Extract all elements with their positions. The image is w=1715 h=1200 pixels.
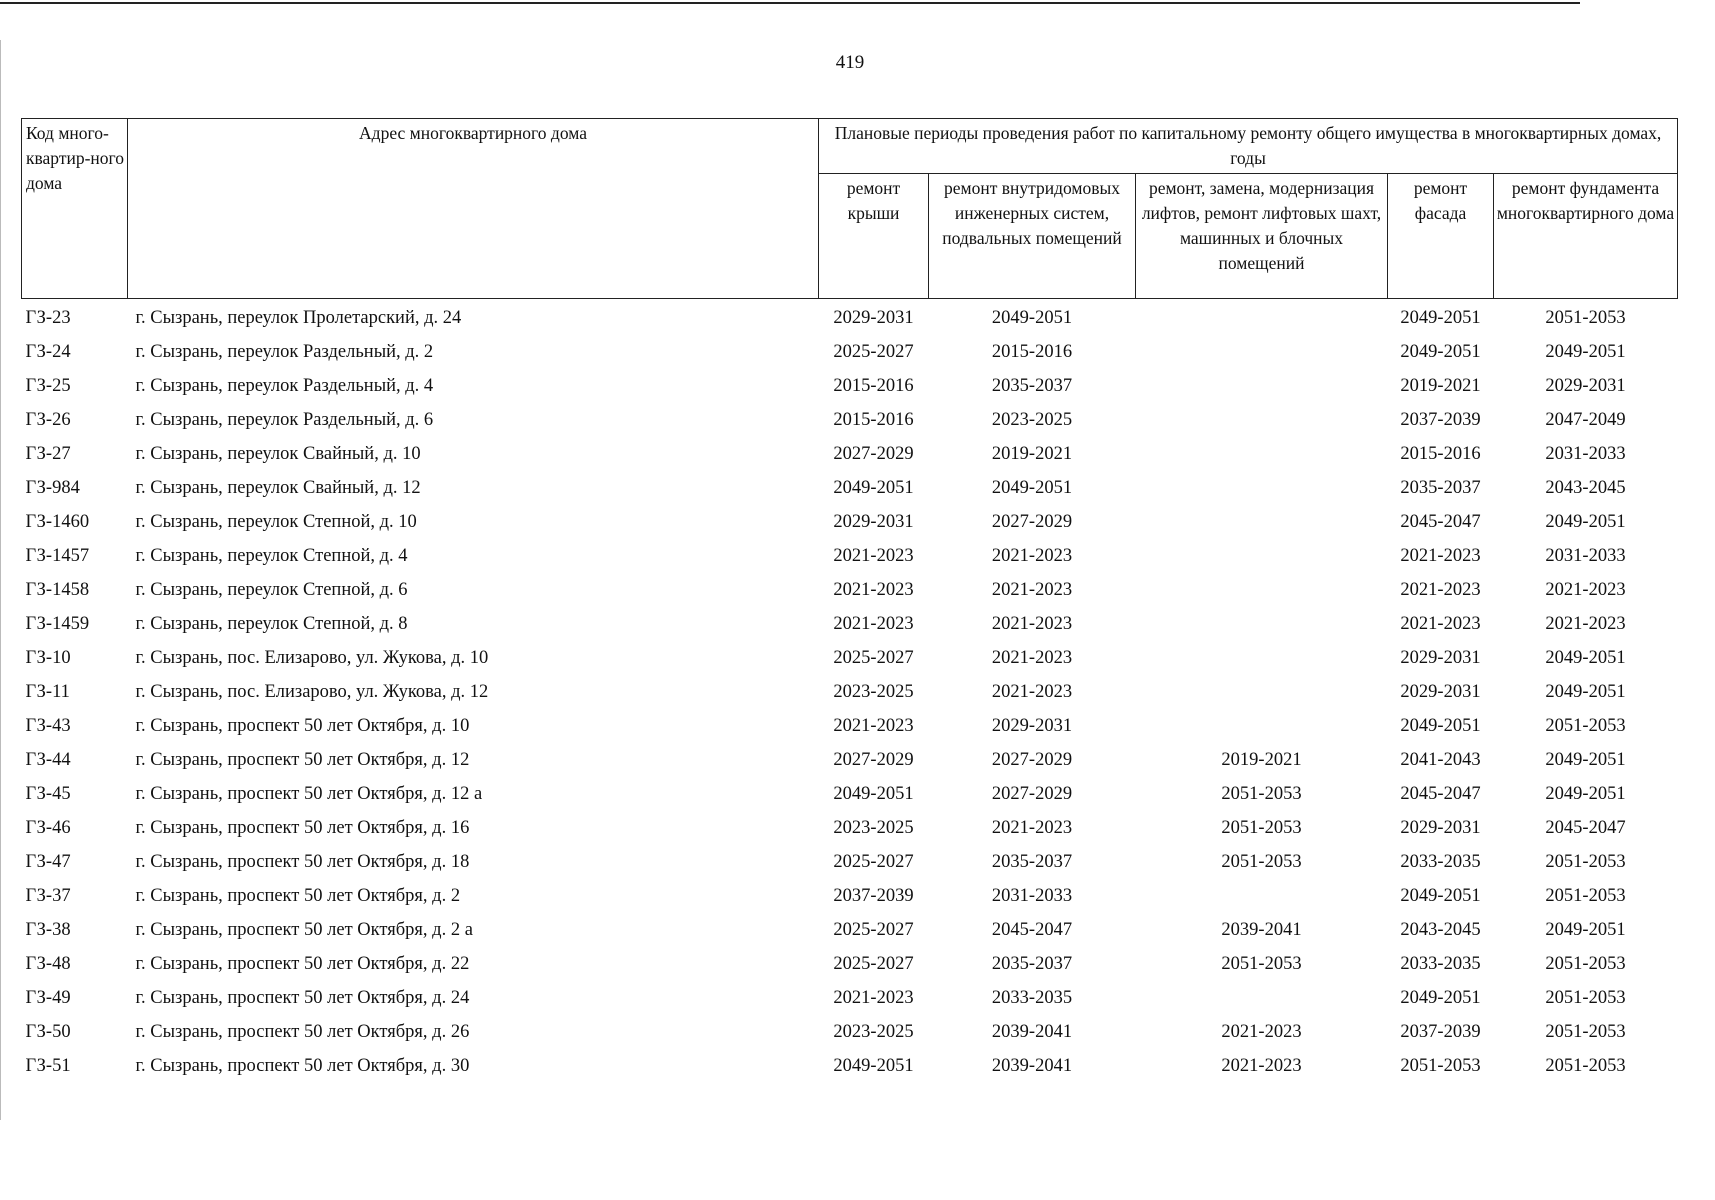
cell-address: г. Сызрань, переулок Степной, д. 6 xyxy=(135,579,408,600)
cell-roof: 2049-2051 xyxy=(833,477,914,498)
cell-address: г. Сызрань, проспект 50 лет Октября, д. 18 xyxy=(135,851,470,872)
cell-roof: 2021-2023 xyxy=(833,579,914,600)
cell-address: г. Сызрань, проспект 50 лет Октября, д. 12 а xyxy=(135,783,483,804)
cell-foundation: 2051-2053 xyxy=(1545,1021,1626,1042)
table-row xyxy=(22,299,1678,336)
cell-engineering: 2021-2023 xyxy=(991,545,1073,566)
cell-engineering: 2015-2016 xyxy=(991,341,1073,362)
repair-schedule-table xyxy=(21,118,1678,1083)
cell-code: ГЗ-51 xyxy=(25,1055,71,1076)
cell-lifts: 2051-2053 xyxy=(1221,953,1302,974)
table-row xyxy=(22,335,1678,369)
table-row xyxy=(22,845,1678,879)
cell-engineering: 2033-2035 xyxy=(991,987,1073,1008)
cell-engineering: 2027-2029 xyxy=(991,749,1073,770)
cell-facade: 2029-2031 xyxy=(1400,647,1481,668)
cell-lifts xyxy=(1136,335,1388,369)
cell-address: г. Сызрань, переулок Раздельный, д. 4 xyxy=(135,375,434,396)
cell-foundation: 2049-2051 xyxy=(1545,647,1626,668)
cell-engineering: 2023-2025 xyxy=(991,409,1073,430)
cell-code: ГЗ-11 xyxy=(25,681,70,702)
cell-facade: 2033-2035 xyxy=(1400,851,1481,872)
table-row xyxy=(22,1049,1678,1083)
header-foundation: ремонт фундамента многоквартирного дома xyxy=(1494,174,1678,299)
table-row xyxy=(22,369,1678,403)
cell-facade: 2049-2051 xyxy=(1400,307,1481,328)
cell-address: г. Сызрань, проспект 50 лет Октября, д. 26 xyxy=(135,1021,470,1042)
cell-facade: 2029-2031 xyxy=(1400,681,1481,702)
cell-roof: 2021-2023 xyxy=(833,545,914,566)
table-row xyxy=(22,403,1678,437)
cell-facade: 2037-2039 xyxy=(1400,1021,1481,1042)
table-row xyxy=(22,675,1678,709)
cell-address: г. Сызрань, переулок Степной, д. 4 xyxy=(135,545,408,566)
cell-address: г. Сызрань, переулок Степной, д. 8 xyxy=(135,613,408,634)
cell-facade: 2021-2023 xyxy=(1400,545,1481,566)
cell-lifts xyxy=(1136,607,1388,641)
cell-address: г. Сызрань, переулок Пролетарский, д. 24 xyxy=(135,307,462,328)
cell-engineering: 2039-2041 xyxy=(991,1021,1073,1042)
table-row xyxy=(22,913,1678,947)
cell-lifts xyxy=(1136,573,1388,607)
cell-roof: 2023-2025 xyxy=(833,817,914,838)
header-periods: Плановые периоды проведения работ по капитальному ремонту общего имущества в многоквартирных домах, годы xyxy=(819,119,1678,174)
cell-foundation: 2043-2045 xyxy=(1545,477,1626,498)
cell-roof: 2025-2027 xyxy=(833,647,914,668)
cell-foundation: 2021-2023 xyxy=(1545,579,1626,600)
cell-code: ГЗ-44 xyxy=(25,749,71,770)
cell-facade: 2049-2051 xyxy=(1400,715,1481,736)
cell-foundation: 2051-2053 xyxy=(1545,851,1626,872)
cell-roof: 2025-2027 xyxy=(833,341,914,362)
cell-facade: 2021-2023 xyxy=(1400,579,1481,600)
cell-engineering: 2031-2033 xyxy=(991,885,1073,906)
cell-address: г. Сызрань, пос. Елизарово, ул. Жукова, д. 10 xyxy=(135,647,489,668)
cell-facade: 2049-2051 xyxy=(1400,987,1481,1008)
cell-foundation: 2047-2049 xyxy=(1545,409,1626,430)
cell-engineering: 2021-2023 xyxy=(991,579,1073,600)
table-row xyxy=(22,539,1678,573)
cell-facade: 2029-2031 xyxy=(1400,817,1481,838)
cell-roof: 2021-2023 xyxy=(833,613,914,634)
cell-foundation: 2049-2051 xyxy=(1545,919,1626,940)
cell-facade: 2033-2035 xyxy=(1400,953,1481,974)
left-margin-line xyxy=(0,40,1,1120)
cell-foundation: 2021-2023 xyxy=(1545,613,1626,634)
cell-lifts xyxy=(1136,369,1388,403)
cell-engineering: 2027-2029 xyxy=(991,511,1073,532)
cell-engineering: 2019-2021 xyxy=(991,443,1073,464)
cell-lifts xyxy=(1136,471,1388,505)
table-body xyxy=(22,299,1678,1084)
cell-lifts: 2021-2023 xyxy=(1221,1055,1302,1076)
cell-roof: 2025-2027 xyxy=(833,953,914,974)
table-row xyxy=(22,947,1678,981)
cell-facade: 2041-2043 xyxy=(1400,749,1481,770)
cell-foundation: 2051-2053 xyxy=(1545,885,1626,906)
table-row xyxy=(22,437,1678,471)
cell-address: г. Сызрань, проспект 50 лет Октября, д. 10 xyxy=(135,715,470,736)
cell-foundation: 2031-2033 xyxy=(1545,443,1626,464)
cell-foundation: 2051-2053 xyxy=(1545,987,1626,1008)
cell-address: г. Сызрань, переулок Степной, д. 10 xyxy=(135,511,417,532)
cell-engineering: 2021-2023 xyxy=(991,817,1073,838)
cell-facade: 2045-2047 xyxy=(1400,511,1481,532)
cell-code: ГЗ-47 xyxy=(25,851,71,872)
cell-facade: 2015-2016 xyxy=(1400,443,1481,464)
cell-engineering: 2021-2023 xyxy=(991,681,1073,702)
cell-code: ГЗ-984 xyxy=(25,477,80,498)
cell-lifts xyxy=(1136,709,1388,743)
table-row xyxy=(22,777,1678,811)
table-row xyxy=(22,1015,1678,1049)
cell-lifts: 2021-2023 xyxy=(1221,1021,1302,1042)
cell-engineering: 2027-2029 xyxy=(991,783,1073,804)
table-row xyxy=(22,709,1678,743)
cell-address: г. Сызрань, переулок Раздельный, д. 2 xyxy=(135,341,434,362)
cell-roof: 2025-2027 xyxy=(833,851,914,872)
cell-code: ГЗ-26 xyxy=(25,409,71,430)
cell-foundation: 2049-2051 xyxy=(1545,511,1626,532)
cell-lifts xyxy=(1136,539,1388,573)
table-row xyxy=(22,471,1678,505)
cell-address: г. Сызрань, переулок Раздельный, д. 6 xyxy=(135,409,434,430)
cell-foundation: 2045-2047 xyxy=(1545,817,1626,838)
cell-code: ГЗ-25 xyxy=(25,375,71,396)
cell-engineering: 2035-2037 xyxy=(991,851,1073,872)
cell-lifts xyxy=(1136,437,1388,471)
cell-code: ГЗ-49 xyxy=(25,987,71,1008)
cell-foundation: 2029-2031 xyxy=(1545,375,1626,396)
cell-roof: 2049-2051 xyxy=(833,783,914,804)
cell-foundation: 2051-2053 xyxy=(1545,307,1626,328)
cell-facade: 2037-2039 xyxy=(1400,409,1481,430)
cell-facade: 2043-2045 xyxy=(1400,919,1481,940)
cell-roof: 2037-2039 xyxy=(833,885,914,906)
cell-engineering: 2045-2047 xyxy=(991,919,1073,940)
cell-lifts xyxy=(1136,981,1388,1015)
cell-engineering: 2049-2051 xyxy=(991,307,1073,328)
table-row xyxy=(22,505,1678,539)
cell-engineering: 2035-2037 xyxy=(991,375,1073,396)
cell-engineering: 2021-2023 xyxy=(991,613,1073,634)
cell-roof: 2029-2031 xyxy=(833,511,914,532)
cell-engineering: 2029-2031 xyxy=(991,715,1073,736)
table-row xyxy=(22,811,1678,845)
cell-lifts xyxy=(1136,641,1388,675)
cell-roof: 2015-2016 xyxy=(833,375,914,396)
cell-address: г. Сызрань, переулок Свайный, д. 10 xyxy=(135,443,421,464)
cell-code: ГЗ-1460 xyxy=(25,511,90,532)
cell-engineering: 2039-2041 xyxy=(991,1055,1073,1076)
cell-roof: 2021-2023 xyxy=(833,987,914,1008)
cell-code: ГЗ-45 xyxy=(25,783,71,804)
cell-address: г. Сызрань, проспект 50 лет Октября, д. 24 xyxy=(135,987,470,1008)
cell-code: ГЗ-10 xyxy=(25,647,71,668)
cell-foundation: 2049-2051 xyxy=(1545,681,1626,702)
header-roof: ремонт крыши xyxy=(819,174,929,299)
cell-code: ГЗ-48 xyxy=(25,953,71,974)
cell-code: ГЗ-23 xyxy=(25,307,71,328)
cell-code: ГЗ-43 xyxy=(25,715,71,736)
cell-roof: 2023-2025 xyxy=(833,1021,914,1042)
table-row xyxy=(22,641,1678,675)
cell-facade: 2051-2053 xyxy=(1400,1055,1481,1076)
cell-code: ГЗ-46 xyxy=(25,817,71,838)
cell-lifts: 2051-2053 xyxy=(1221,817,1302,838)
header-facade: ремонт фасада xyxy=(1388,174,1494,299)
cell-facade: 2045-2047 xyxy=(1400,783,1481,804)
cell-foundation: 2031-2033 xyxy=(1545,545,1626,566)
cell-code: ГЗ-24 xyxy=(25,341,71,362)
cell-address: г. Сызрань, проспект 50 лет Октября, д. 2 xyxy=(135,885,461,906)
cell-engineering: 2021-2023 xyxy=(991,647,1073,668)
cell-lifts: 2051-2053 xyxy=(1221,783,1302,804)
cell-roof: 2049-2051 xyxy=(833,1055,914,1076)
cell-lifts xyxy=(1136,505,1388,539)
cell-lifts xyxy=(1136,299,1388,336)
cell-lifts: 2039-2041 xyxy=(1221,919,1302,940)
cell-roof: 2015-2016 xyxy=(833,409,914,430)
cell-facade: 2021-2023 xyxy=(1400,613,1481,634)
cell-foundation: 2049-2051 xyxy=(1545,783,1626,804)
page-number: 419 xyxy=(835,52,865,73)
cell-foundation: 2051-2053 xyxy=(1545,953,1626,974)
cell-address: г. Сызрань, проспект 50 лет Октября, д. 22 xyxy=(135,953,470,974)
cell-engineering: 2049-2051 xyxy=(991,477,1073,498)
cell-address: г. Сызрань, проспект 50 лет Октября, д. 2 а xyxy=(135,919,473,940)
cell-address: г. Сызрань, проспект 50 лет Октября, д. 30 xyxy=(135,1055,470,1076)
cell-foundation: 2051-2053 xyxy=(1545,715,1626,736)
cell-lifts xyxy=(1136,879,1388,913)
table-row xyxy=(22,879,1678,913)
cell-code: ГЗ-1459 xyxy=(25,613,90,634)
cell-code: ГЗ-27 xyxy=(25,443,71,464)
top-border-line xyxy=(0,2,1580,4)
cell-facade: 2035-2037 xyxy=(1400,477,1481,498)
cell-address: г. Сызрань, пос. Елизарово, ул. Жукова, д. 12 xyxy=(135,681,489,702)
header-engineering: ремонт внутридомовых инженерных систем, подвальных помещений xyxy=(929,174,1136,299)
cell-engineering: 2035-2037 xyxy=(991,953,1073,974)
cell-lifts xyxy=(1136,675,1388,709)
cell-foundation: 2049-2051 xyxy=(1545,749,1626,770)
cell-address: г. Сызрань, переулок Свайный, д. 12 xyxy=(135,477,421,498)
cell-lifts xyxy=(1136,403,1388,437)
cell-roof: 2027-2029 xyxy=(833,443,914,464)
header-lifts: ремонт, замена, модернизация лифтов, ремонт лифтовых шахт, машинных и блочных помещений xyxy=(1136,174,1388,299)
cell-foundation: 2051-2053 xyxy=(1545,1055,1626,1076)
cell-address: г. Сызрань, проспект 50 лет Октября, д. 16 xyxy=(135,817,470,838)
cell-code: ГЗ-1457 xyxy=(25,545,90,566)
cell-lifts: 2051-2053 xyxy=(1221,851,1302,872)
cell-code: ГЗ-50 xyxy=(25,1021,71,1042)
header-code: Код много-квартир-ного дома xyxy=(22,119,128,299)
table-row xyxy=(22,981,1678,1015)
table-row xyxy=(22,573,1678,607)
cell-code: ГЗ-38 xyxy=(25,919,71,940)
cell-roof: 2027-2029 xyxy=(833,749,914,770)
table-header xyxy=(22,119,1678,299)
table-row xyxy=(22,607,1678,641)
header-address: Адрес многоквартирного дома xyxy=(128,119,819,299)
cell-roof: 2021-2023 xyxy=(833,715,914,736)
cell-code: ГЗ-1458 xyxy=(25,579,90,600)
cell-address: г. Сызрань, проспект 50 лет Октября, д. 12 xyxy=(135,749,470,770)
cell-code: ГЗ-37 xyxy=(25,885,71,906)
cell-roof: 2029-2031 xyxy=(833,307,914,328)
cell-facade: 2019-2021 xyxy=(1400,375,1481,396)
cell-roof: 2023-2025 xyxy=(833,681,914,702)
table-row xyxy=(22,743,1678,777)
cell-facade: 2049-2051 xyxy=(1400,885,1481,906)
cell-foundation: 2049-2051 xyxy=(1545,341,1626,362)
cell-facade: 2049-2051 xyxy=(1400,341,1481,362)
cell-lifts: 2019-2021 xyxy=(1221,749,1302,770)
cell-roof: 2025-2027 xyxy=(833,919,914,940)
